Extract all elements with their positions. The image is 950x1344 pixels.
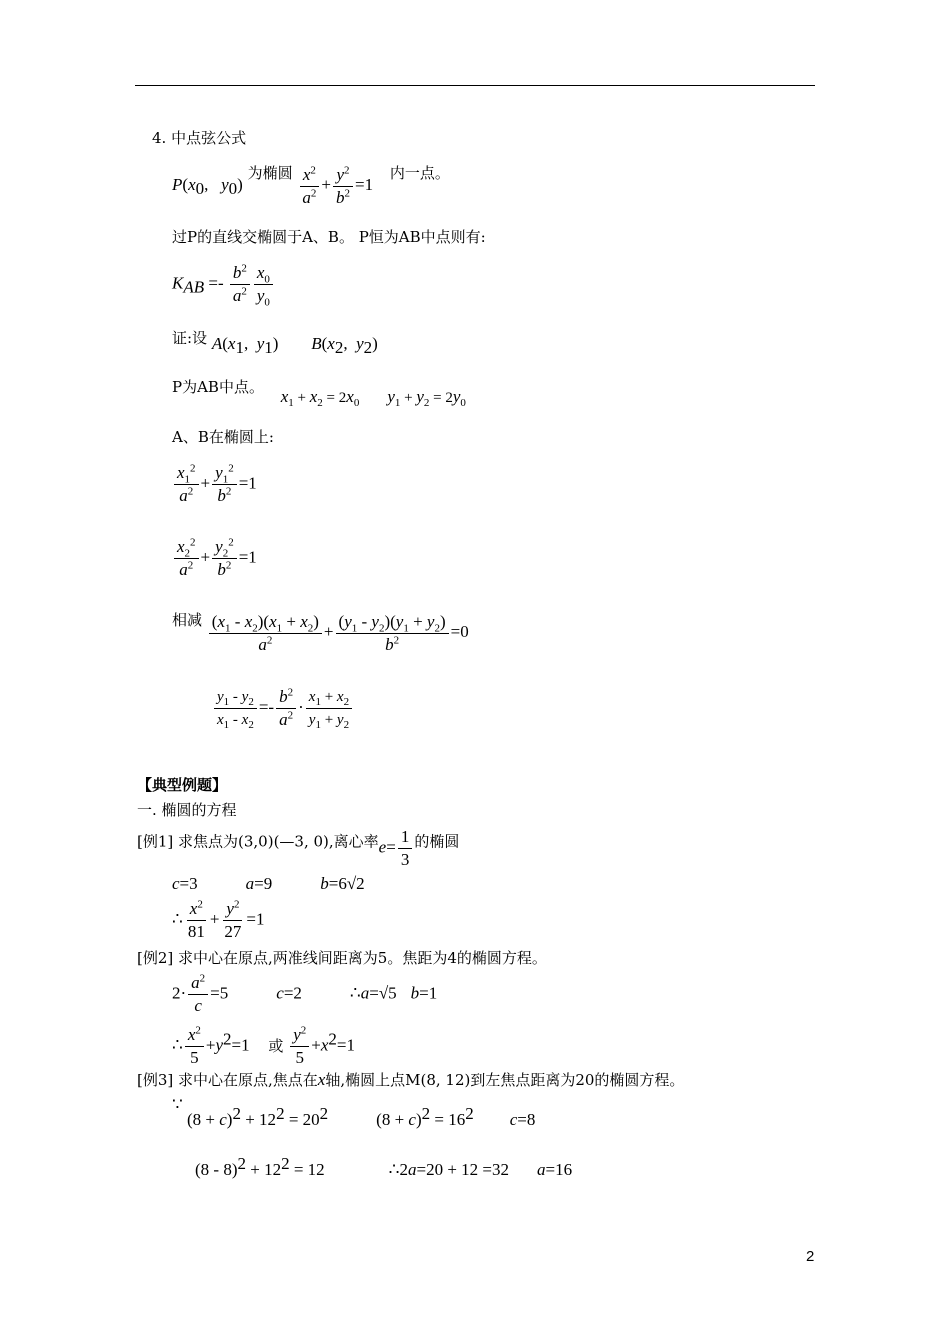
because-symbol: ∵ [172, 1095, 183, 1115]
point-inside-ellipse-line: $P(x_0$, $y_0$) 为椭圆 $\frac{x^2}{a^2}$ + $\frac{y^2}{b^2}$ =1 内一点。 [172, 163, 450, 207]
midpoint-line: P为AB中点。 $x_1 + x_2 = 2x_0$ $y_1 + y_2 = 2y_0$ [172, 378, 466, 409]
example-1-line: [例1] 求焦点为(3,0)(—3, 0),离心率e= $\frac{1}{3}$ 的椭圆 [137, 827, 460, 869]
example-3-text-after: 轴,椭圆上点M(8, 12)到左焦点距离为20的椭圆方程。 [325, 1071, 685, 1089]
point-p-expression: P [172, 175, 183, 194]
header-rule [135, 85, 815, 86]
text-inside-point: 内一点。 [389, 164, 450, 182]
proof-label: 证:设 [172, 329, 208, 347]
midpoint-text: P为AB中点。 [172, 378, 264, 396]
equation-b-on-ellipse: $\frac{x_2^2}{a^2}$ + $\frac{y_2^2}{b^2}$ =1 [172, 536, 257, 581]
example-3-step-1: $(8 + c)^2 + 12^2 = 20^2$ $(8 + c)^2 = 16^2$ c=8 [187, 1104, 536, 1129]
example-2-values: 2· $\frac{a^2}{c}$ =5 c=2 ∴a=√5 b=1 [172, 972, 438, 1015]
example-2-text: [例2] 求中心在原点,两准线间距离为5。焦距为4的椭圆方程。 [137, 949, 547, 967]
example-3-text-before: [例3] 求中心在原点,焦点在 [137, 1071, 318, 1089]
examples-subheading: 一. 椭圆的方程 [137, 801, 237, 819]
equation-a-on-ellipse: $\frac{x_1^2}{a^2}$ + $\frac{y_1^2}{b^2}$ =1 [172, 462, 257, 507]
text-for-ellipse: 为椭圆 [247, 164, 293, 182]
slope-formula: $K_{AB}$ =- $\frac{b^2}{a^2}$ $\frac{x_0}{y_0}$ [172, 262, 275, 307]
subtraction-equation: 相减 $\frac{(x_1 - x_2)(x_1 + x_2)}{a^2}$ + $\frac{(y_1 - y_2)(y_1 + y_2)}{b^2}$ =0 [172, 611, 469, 654]
subtract-label: 相减 [172, 611, 203, 629]
line-through-p-text: 过P的直线交椭圆于A、B。 P恒为AB中点则有: [172, 228, 486, 246]
proof-let-line: 证:设 $A(x_1$, $y_1$) $B(x_2$, $y_2$) [172, 329, 378, 357]
example-1-tail: 的椭圆 [414, 832, 460, 851]
example-3-step-2: $(8 - 8)^2 + 12^2 = 12$ ∴2a=20 + 12 =32 a=16 [195, 1154, 573, 1179]
example-3-axis: x [317, 1070, 326, 1089]
page-number: 2 [806, 1248, 815, 1265]
on-ellipse-text: A、B在椭圆上: [172, 428, 274, 446]
fraction-y2-b2: $\frac{y^2}{b^2}$ [333, 164, 353, 209]
example-3-line [137, 1070, 684, 1090]
slope-derivation: $\frac{y_1 - y_2}{x_1 - x_2}$ =- $\frac{b^2}{a^2}$ · $\frac{x_1 + x_2}{y_1 + y_2}$ [212, 686, 354, 731]
or-text: 或 [268, 1036, 284, 1055]
examples-heading: 【典型例题】 [137, 776, 228, 794]
example-1-text: [例1] 求焦点为(3,0)(—3, 0),离心率 [137, 832, 379, 851]
example-2-result: ∴ $\frac{x^2}{5}$ $+y^2=1$ 或 $\frac{y^2}{5}$ $+x^2=1$ [172, 1024, 355, 1067]
fraction-x2-a2: $\frac{x^2}{a^2}$ [299, 164, 319, 209]
example-1-values: c=3 a=9 b=6√2 [172, 874, 365, 893]
example-1-result: ∴ $\frac{x^2}{81}$ + $\frac{y^2}{27}$ =1 [172, 898, 265, 941]
section-title: 4. 中点弦公式 [152, 129, 247, 147]
